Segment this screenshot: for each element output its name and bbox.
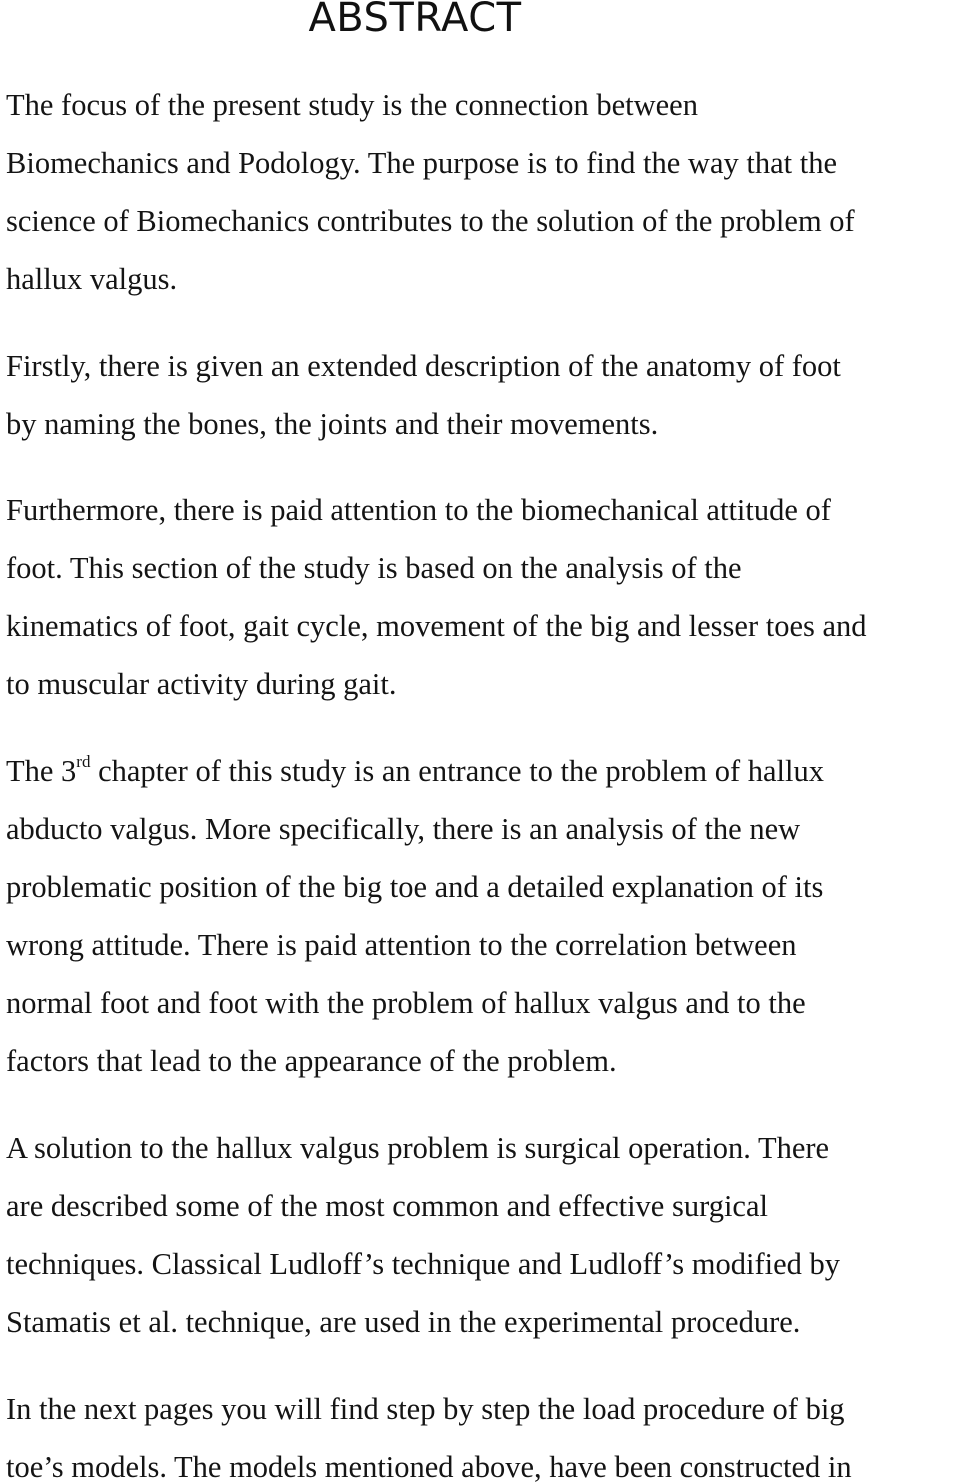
text-line: techniques. Classical Ludloff’s technique and Ludloff’s modified by <box>6 1247 841 1281</box>
text-line: A solution to the hallux valgus problem is surgical operation. There <box>6 1131 830 1165</box>
text-line: In the next pages you will find step by step the load procedure of big <box>6 1392 845 1426</box>
text-line: Firstly, there is given an extended description of the anatomy of foot <box>6 349 841 383</box>
text-line: toe’s models. The models mentioned above, have been constructed in <box>6 1450 852 1483</box>
text-line: The focus of the present study is the connection between <box>6 88 698 122</box>
paragraph-load-procedure <box>6 1380 956 1483</box>
paragraph-chapter-three <box>6 742 956 1090</box>
text-line: hallux valgus. <box>6 262 178 296</box>
text-line: by naming the bones, the joints and their movements. <box>6 407 659 441</box>
text-line: are described some of the most common and effective surgical <box>6 1189 768 1223</box>
text-line-rest: chapter of this study is an entrance to the problem of hallux <box>90 754 824 788</box>
paragraph-biomechanics <box>6 481 956 713</box>
text-line: to muscular activity during gait. <box>6 667 397 701</box>
text-line: normal foot and foot with the problem of hallux valgus and to the <box>6 986 806 1020</box>
text-line: Stamatis et al. technique, are used in the experimental procedure. <box>6 1305 801 1339</box>
text-line: problematic position of the big toe and a detailed explanation of its <box>6 870 824 904</box>
abstract-heading: ABSTRACT <box>308 0 522 41</box>
text-line: abducto valgus. More specifically, there is an analysis of the new <box>6 812 801 846</box>
text-line: Furthermore, there is paid attention to the biomechanical attitude of <box>6 493 831 527</box>
text-line: science of Biomechanics contributes to the solution of the problem of <box>6 204 855 238</box>
text-line: wrong attitude. There is paid attention to the correlation between <box>6 928 797 962</box>
paragraph-study-focus <box>6 76 956 308</box>
text-line: factors that lead to the appearance of the problem. <box>6 1044 617 1078</box>
text-line: Biomechanics and Podology. The purpose is to find the way that the <box>6 146 837 180</box>
text-line: kinematics of foot, gait cycle, movement of the big and lesser toes and <box>6 609 867 643</box>
text-line: foot. This section of the study is based on the analysis of the <box>6 551 742 585</box>
ordinal-superscript: rd <box>76 751 91 771</box>
paragraph-surgical-solution <box>6 1119 956 1351</box>
paragraph-anatomy <box>6 337 956 453</box>
text-line-start: The 3 <box>6 754 77 788</box>
